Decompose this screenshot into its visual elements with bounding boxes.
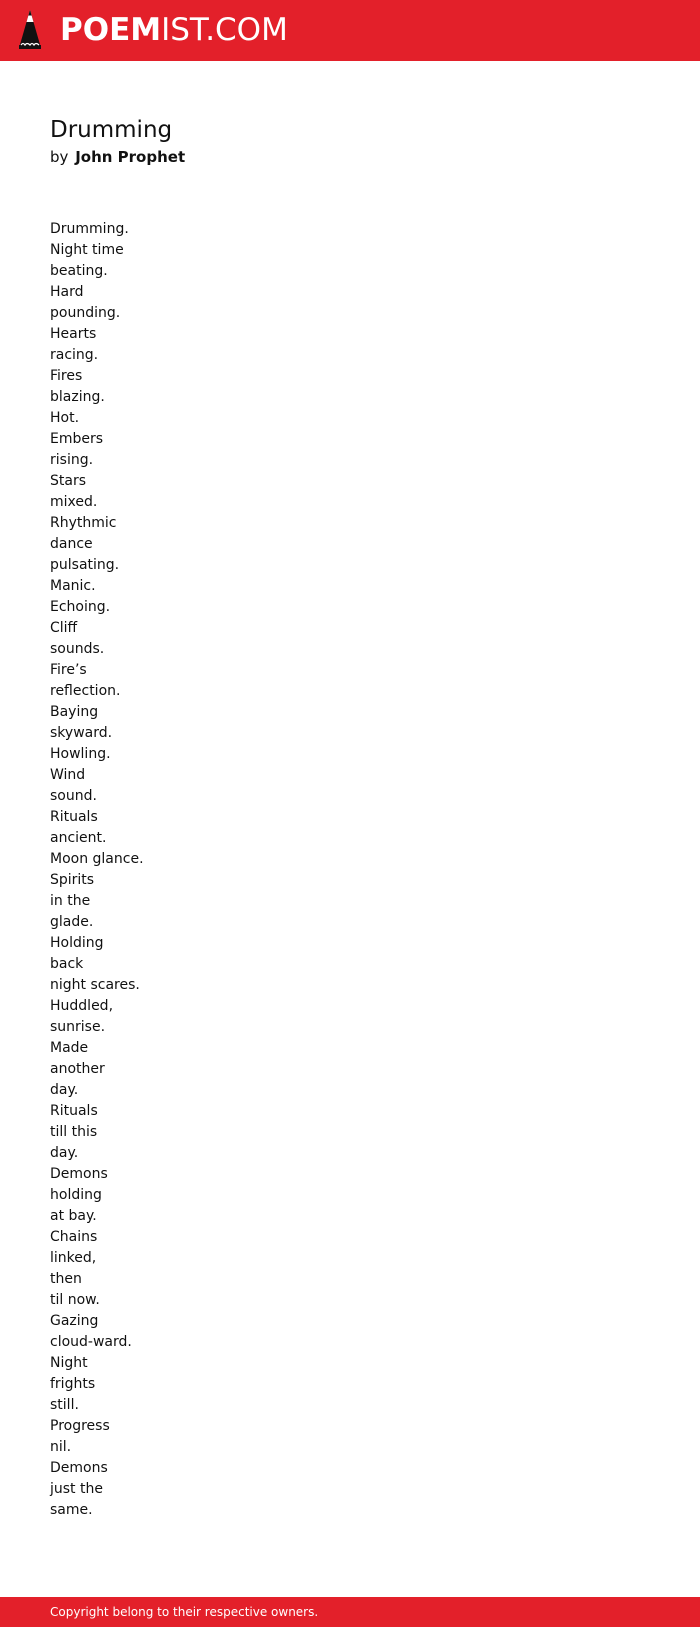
poem-line: Echoing.: [50, 599, 111, 615]
poem-line: racing.: [50, 347, 99, 363]
byline: [50, 147, 185, 167]
poem-line: skyward.: [50, 725, 113, 741]
poem-line: sunrise.: [50, 1019, 106, 1035]
poem-line: ancient.: [50, 830, 107, 846]
poem-line: sound.: [50, 788, 97, 804]
poem-line: Made: [50, 1040, 89, 1056]
author-name: John Prophet: [75, 148, 186, 166]
poem-line: Stars: [50, 473, 87, 489]
poem-line: frights: [50, 1376, 96, 1392]
poem-line: in the: [50, 893, 91, 909]
poem-line: till this: [50, 1124, 98, 1140]
poem-line: just the: [50, 1481, 103, 1497]
poem-line: Hearts: [50, 326, 97, 342]
by-label: by: [50, 148, 69, 166]
poem-line: Demons: [50, 1460, 108, 1476]
poem-line: beating.: [50, 263, 108, 279]
poem-line: night scares.: [50, 977, 140, 993]
poem-line: glade.: [50, 914, 94, 930]
poem-line: linked,: [50, 1250, 97, 1266]
poem-line: Fire’s: [50, 662, 87, 678]
poem-line: same.: [50, 1502, 93, 1518]
poem-line: Embers: [50, 431, 104, 447]
poem-line: sounds.: [50, 641, 105, 657]
poem-line: reflection.: [50, 683, 121, 699]
poem-line: rising.: [50, 452, 94, 468]
brand-wordmark: [60, 9, 288, 51]
pencil-icon: [17, 9, 43, 51]
poem-line: Manic.: [50, 578, 96, 594]
poem-line: Hot.: [50, 410, 80, 426]
poem-line: Progress: [50, 1418, 110, 1434]
poem-line: Hard: [50, 284, 84, 300]
poem-line: Night time: [50, 242, 124, 258]
poem-line: Spirits: [50, 872, 95, 888]
poem-line: day.: [50, 1082, 79, 1098]
poem-line: day.: [50, 1145, 79, 1161]
poem-line: Rituals: [50, 809, 98, 825]
poem-line: Night: [50, 1355, 88, 1371]
site-footer: [0, 1597, 700, 1627]
poem-line: til now.: [50, 1292, 100, 1308]
poem-line: Rituals: [50, 1103, 98, 1119]
poem-line: still.: [50, 1397, 79, 1413]
poem-line: nil.: [50, 1439, 72, 1455]
poem-line: Moon glance.: [50, 851, 144, 867]
poem-line: Cliff: [50, 620, 78, 636]
poem-line: Holding: [50, 935, 104, 951]
poem-line: back: [50, 956, 84, 972]
poem-line: mixed.: [50, 494, 98, 510]
poem-line: Rhythmic: [50, 515, 117, 531]
poem-line: Howling.: [50, 746, 111, 762]
poem-line: then: [50, 1271, 82, 1287]
poem-line: Huddled,: [50, 998, 114, 1014]
copyright-text: Copyright belong to their respective owners.: [50, 1605, 319, 1619]
poem-line: Chains: [50, 1229, 98, 1245]
brand-bold: POEM: [60, 12, 162, 48]
poem-line: another: [50, 1061, 105, 1077]
poem-line: Wind: [50, 767, 86, 783]
poem-line: Drumming.: [50, 221, 129, 237]
poem-line: blazing.: [50, 389, 105, 405]
poem-line: pulsating.: [50, 557, 120, 573]
poem-line: Fires: [50, 368, 83, 384]
poem-line: pounding.: [50, 305, 121, 321]
site-header: [0, 0, 700, 61]
poem-line: holding: [50, 1187, 102, 1203]
poem-line: Gazing: [50, 1313, 99, 1329]
poem-line: dance: [50, 536, 93, 552]
poem-line: cloud-ward.: [50, 1334, 132, 1350]
site-logo-link[interactable]: [17, 9, 288, 51]
brand-light: IST.COM: [161, 12, 288, 48]
poem-line: Baying: [50, 704, 99, 720]
poem-line: Demons: [50, 1166, 108, 1182]
poem-line: at bay.: [50, 1208, 97, 1224]
poem-body: [50, 219, 300, 1521]
poem-title: Drumming: [50, 117, 173, 143]
